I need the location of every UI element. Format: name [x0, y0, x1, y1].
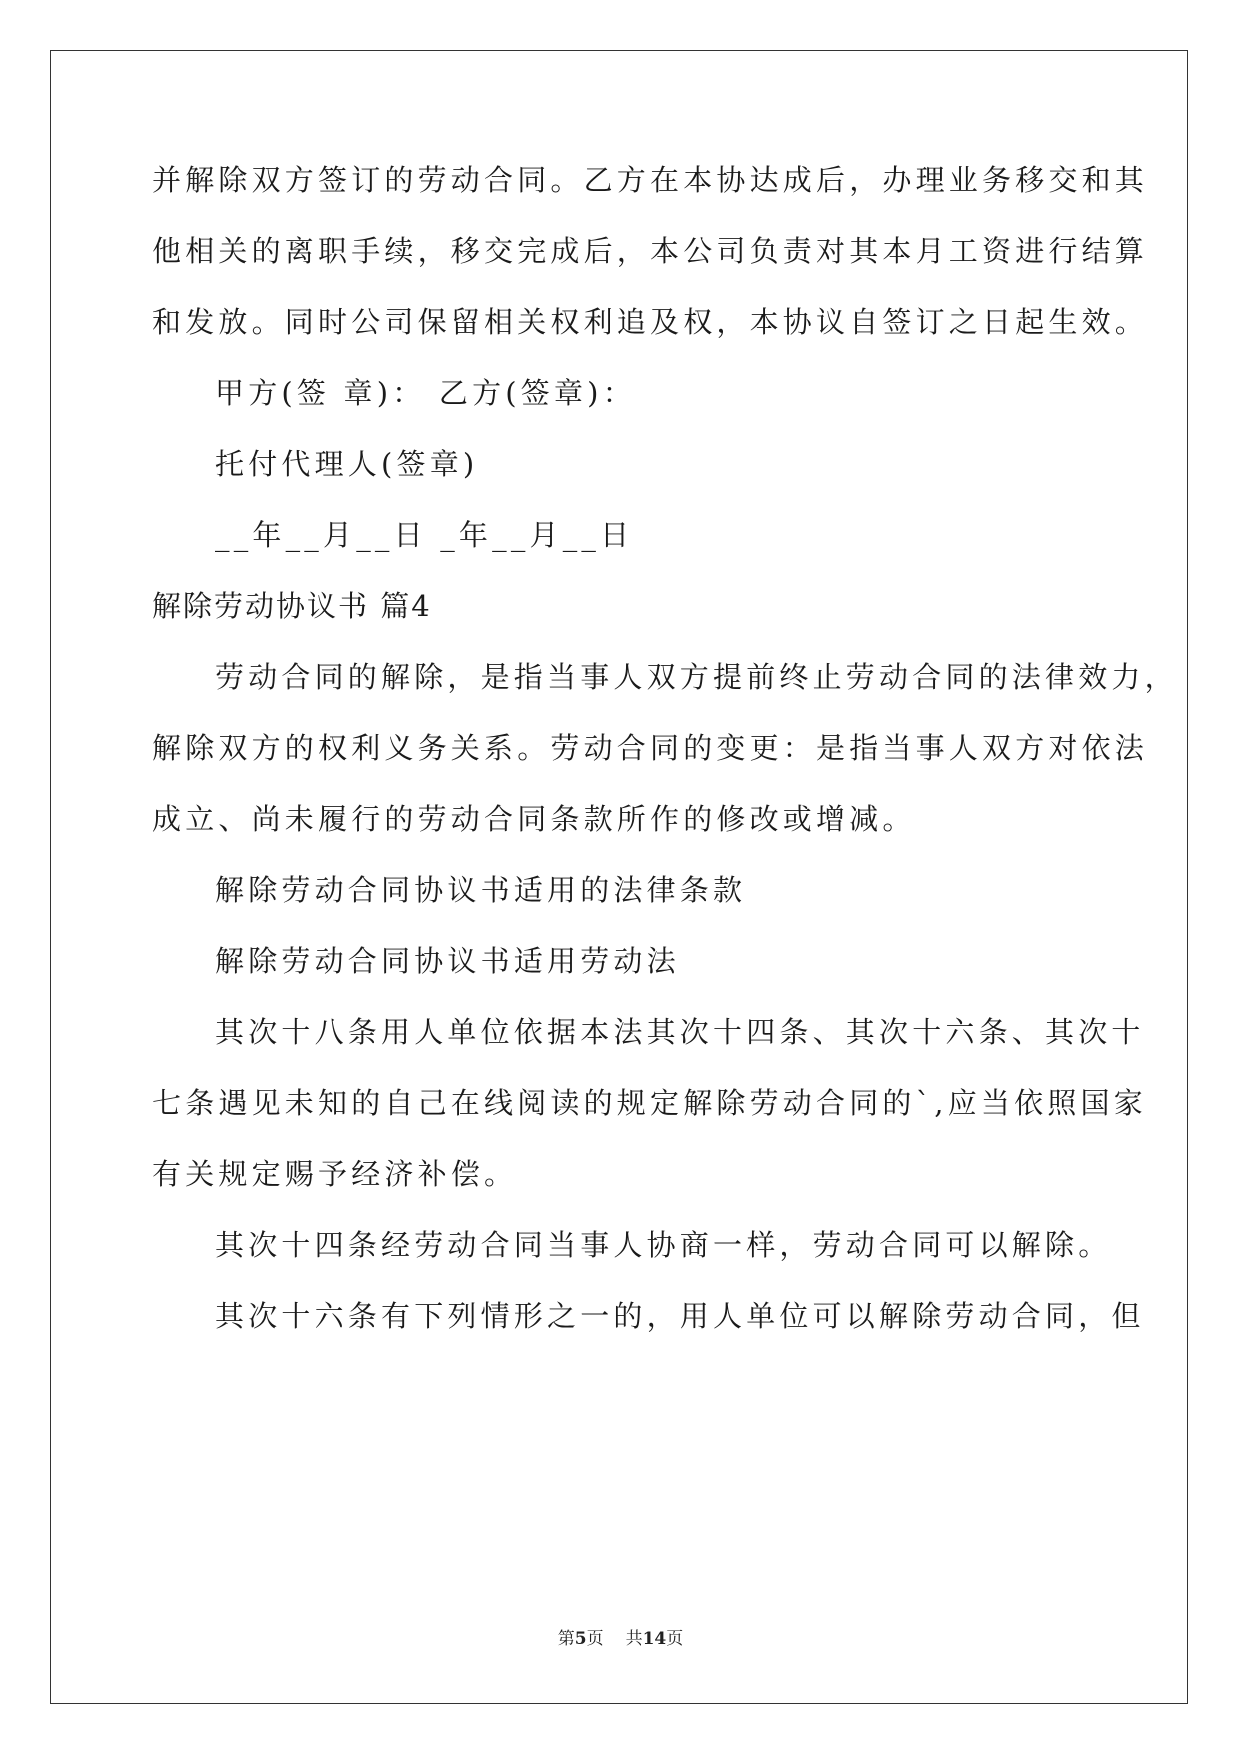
paragraph-line: 和发放。同时公司保留相关权利追及权，本协议自签订之日起生效。	[152, 305, 1149, 339]
paragraph-line: 劳动合同的解除，是指当事人双方提前终止劳动合同的法律效力，	[215, 660, 1178, 694]
page-footer	[0, 1624, 1241, 1649]
page-number-current: 5	[574, 1629, 587, 1649]
page-total: 14	[642, 1629, 667, 1649]
page-total-prefix: 共	[625, 1629, 643, 1649]
paragraph-line: 七条遇见未知的自己在线阅读的规定解除劳动合同的`,应当依照国家	[152, 1086, 1147, 1120]
paragraph-line: 成立、尚未履行的劳动合同条款所作的修改或增减。	[152, 802, 916, 836]
page-number-suffix: 页	[586, 1629, 604, 1649]
paragraph-line: 其次十六条有下列情形之一的，用人单位可以解除劳动合同，但	[215, 1299, 1145, 1333]
paragraph-line: 解除劳动合同协议书适用的法律条款	[215, 873, 747, 907]
paragraph-line: 并解除双方签订的劳动合同。乙方在本协达成后，办理业务移交和其	[152, 163, 1149, 197]
paragraph-line: 解除劳动合同协议书适用劳动法	[215, 944, 680, 978]
paragraph-line: 解除双方的权利义务关系。劳动合同的变更：是指当事人双方对依法	[152, 731, 1149, 765]
paragraph-line: 其次十四条经劳动合同当事人协商一样，劳动合同可以解除。	[215, 1228, 1112, 1262]
paragraph-line: 有关规定赐予经济补偿。	[152, 1157, 518, 1191]
signature-dates: __年__月__日 _年__月__日	[215, 518, 634, 552]
section-heading: 解除劳动协议书 篇4	[152, 589, 432, 623]
paragraph-line: 他相关的离职手续，移交完成后，本公司负责对其本月工资进行结算	[152, 234, 1149, 268]
page-total-suffix: 页	[666, 1629, 684, 1649]
page-number-prefix: 第	[557, 1629, 575, 1649]
agent-signature: 托付代理人(签章)	[215, 447, 479, 481]
paragraph-line: 其次十八条用人单位依据本法其次十四条、其次十六条、其次十	[215, 1015, 1145, 1049]
signature-parties: 甲方(签 章)： 乙方(签章)：	[215, 376, 636, 410]
